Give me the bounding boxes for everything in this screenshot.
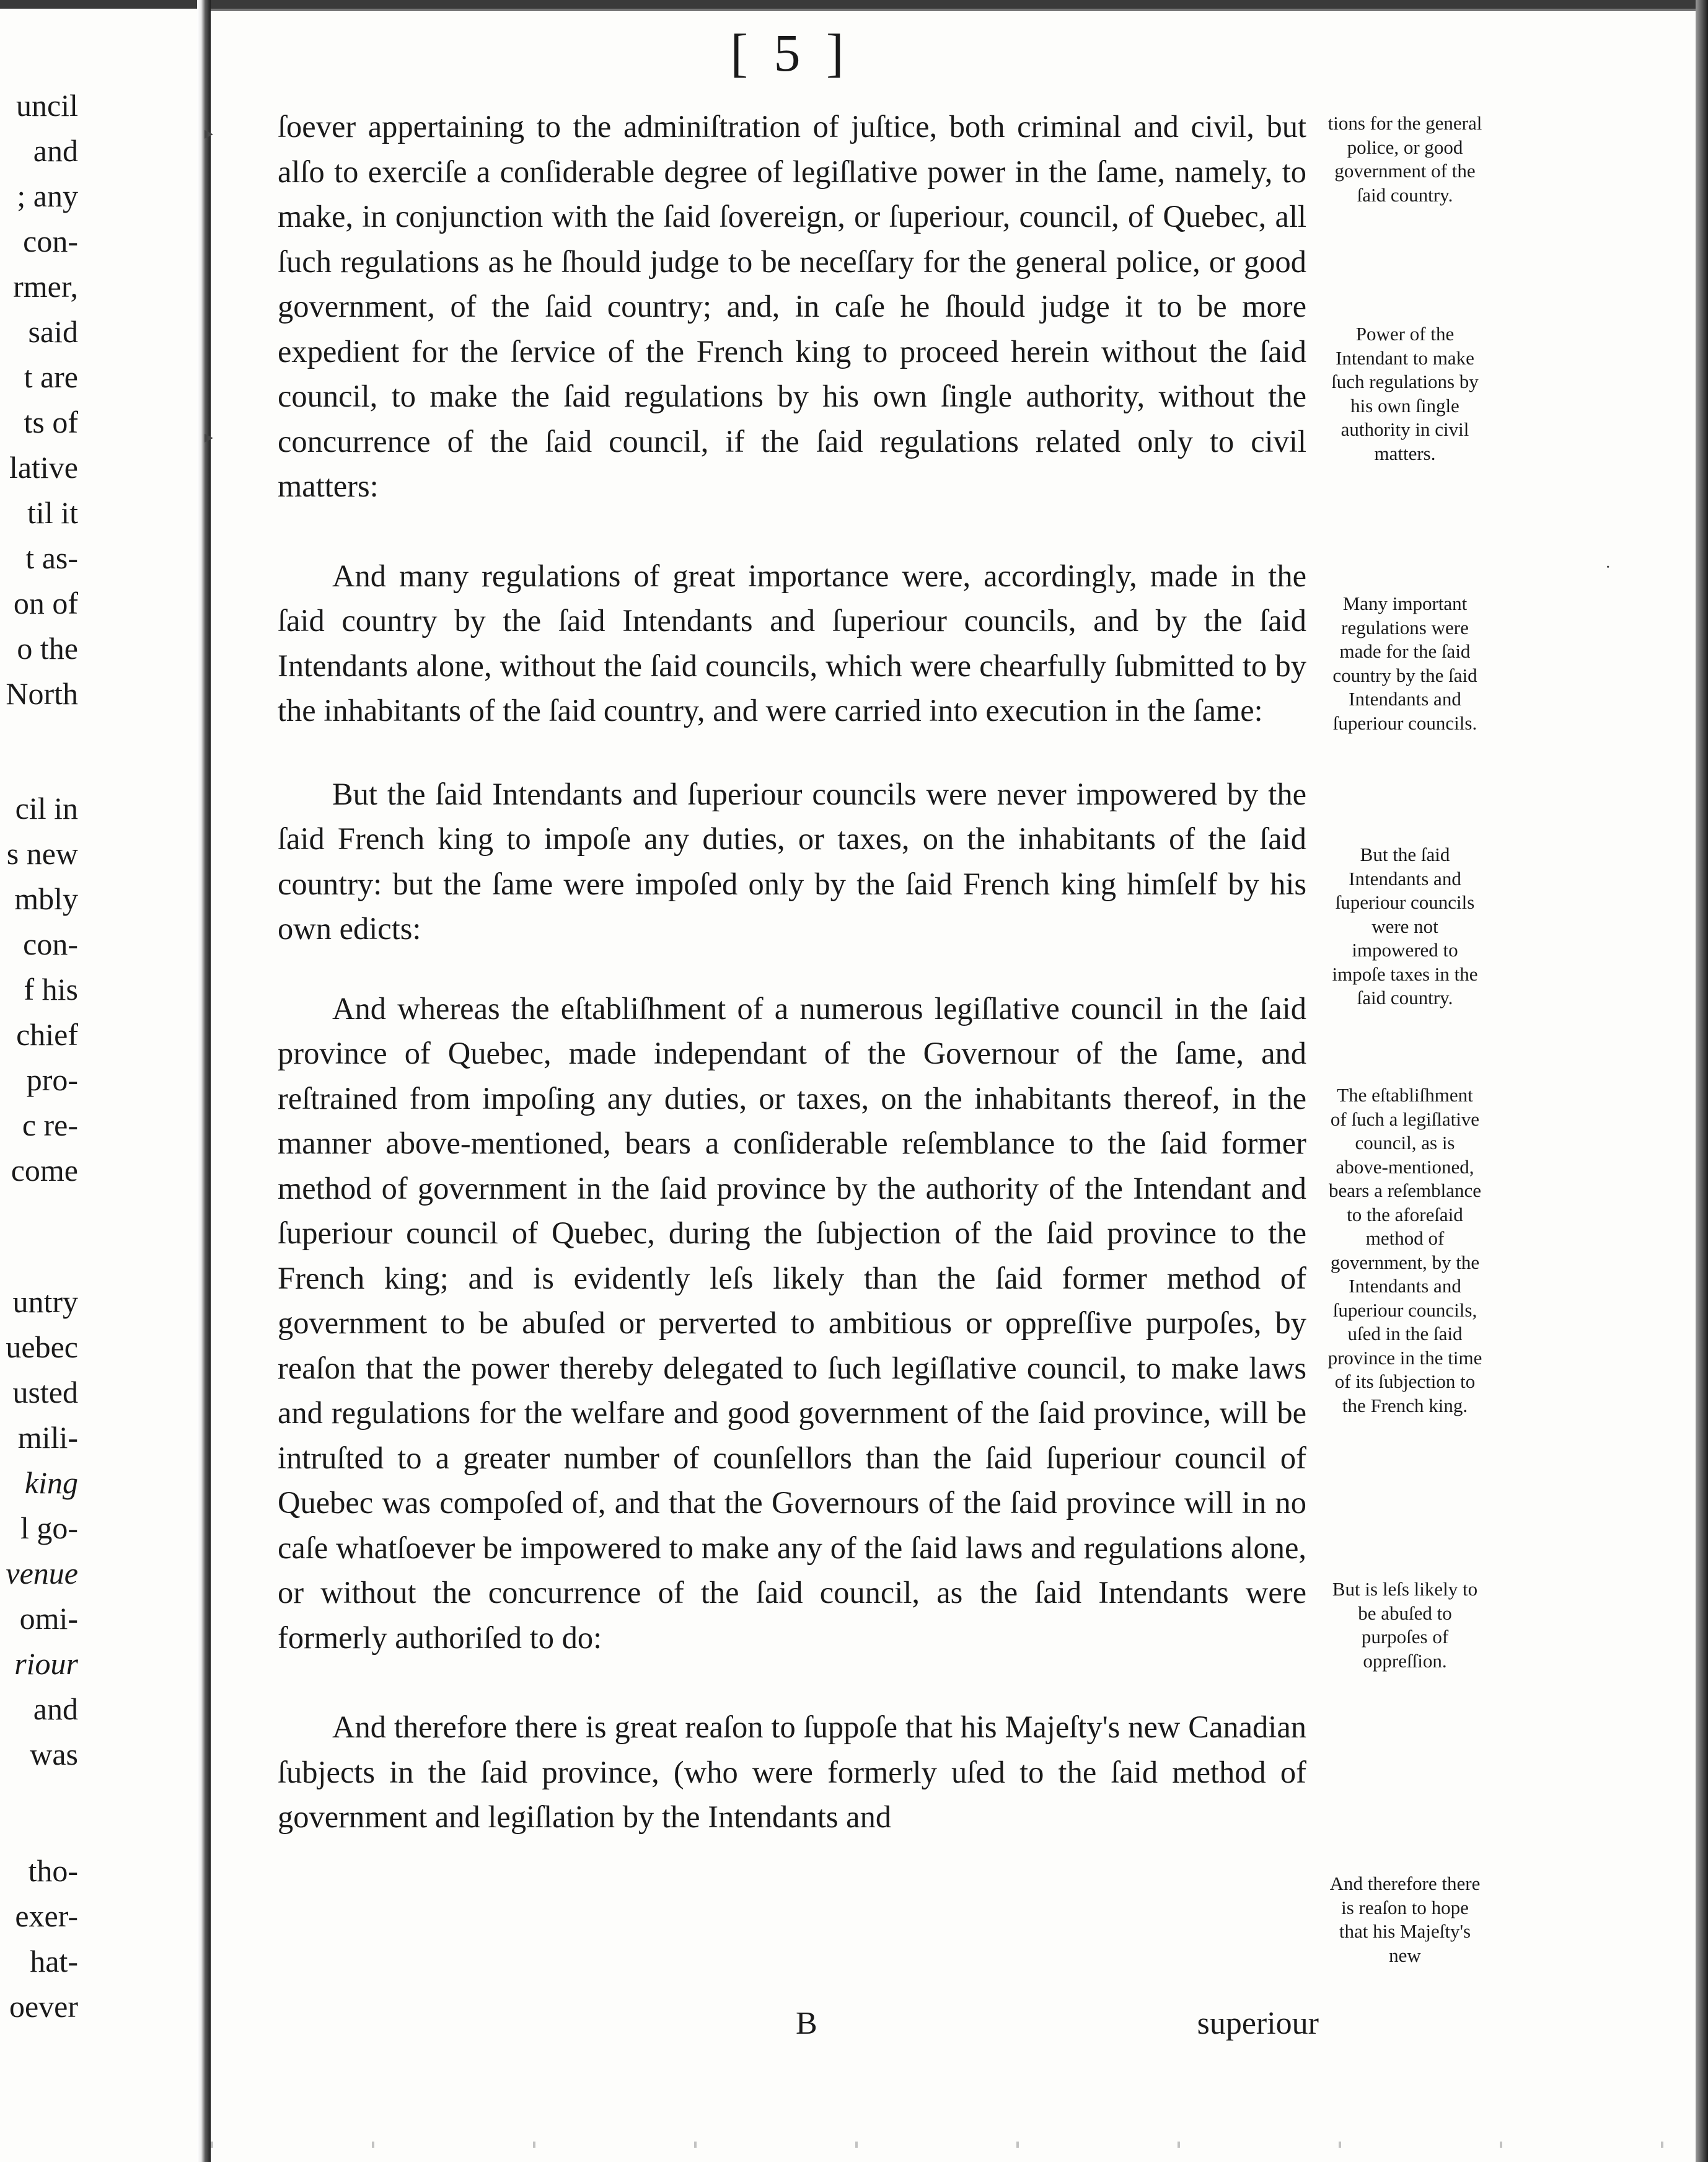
facing-line: omi-	[19, 1601, 78, 1636]
facing-line: f his	[24, 972, 78, 1007]
facing-line: ts of	[24, 405, 78, 439]
facing-line: come	[11, 1153, 78, 1188]
facing-line: uncil	[16, 88, 78, 123]
margin-note: But the ſaid Intendants and ſuperiour councils were not impowered to impoſe taxes in the ſaid country.	[1332, 844, 1478, 1008]
margin-note: tions for the general police, or good government of the ſaid country.	[1327, 112, 1482, 206]
paragraph: And many regulations of great importance were, accordingly, made in the ſaid country by the ſaid Intendants and ſuperiour councils, and by the ſaid Intendants alone, without the ſaid councils, which were chearfully ſubmitted to by the inhabitants of the ſaid country, and were carried into execution in the ſame:	[278, 558, 1306, 728]
facing-line: and	[33, 1692, 78, 1726]
press-mark: ▸	[205, 124, 214, 143]
facing-line: usted	[12, 1375, 78, 1410]
facing-line: riour	[14, 1646, 78, 1681]
facing-line: venue	[6, 1556, 78, 1591]
main-text-column	[278, 104, 1306, 1840]
facing-line: o the	[17, 631, 78, 666]
catchword: superiour	[1197, 2006, 1319, 2041]
facing-line: mbly	[14, 881, 78, 916]
facing-line: chief	[16, 1017, 78, 1052]
facing-line: lative	[9, 450, 78, 485]
scan-top-edge-shadow	[205, 9, 1708, 11]
facing-line: rmer,	[13, 269, 78, 304]
facing-line: til it	[27, 495, 78, 530]
facing-line: oever	[9, 1989, 78, 2024]
paragraph: But the ſaid Intendants and ſuperiour councils were never impowered by the ſaid French king to impoſe any duties, or taxes, on the inhabitants of the ſaid country: but the ſame were impoſed only by the ſaid French king himſelf by his own edicts:	[278, 776, 1306, 946]
facing-line: exer-	[15, 1899, 78, 1933]
facing-line: hat-	[30, 1944, 78, 1979]
margin-note: And therefore there is reaſon to hope that his Majeſty's new	[1329, 1873, 1481, 1966]
facing-line: t are	[24, 360, 78, 394]
paragraph: And therefore there is great reaſon to ſuppoſe that his Majeſty's new Canadian ſubjects in the ſaid province, (who were formerly uſed to the ſaid method of government and legiſlation by the Intendants and	[278, 1710, 1306, 1834]
facing-line: c re-	[22, 1108, 78, 1142]
facing-line: and	[33, 133, 78, 168]
book-gutter	[197, 0, 214, 2162]
paragraph: ſoever appertaining to the adminiſtration of juſtice, both criminal and civil, but alſo to exerciſe a conſiderable degree of legiſlative power in the ſame, namely, to make, in conjunction with the ſaid ſovereign, or ſuperiour, council, of Quebec, all ſuch regulations as he ſhould judge to be neceſſary for the general police, or good government, of the ſaid country; and, in caſe he ſhould judge it to be more expedient for the ſervice of the French king to proceed herein without the ſaid council, to make the ſaid regulations by his own ſingle authority, without the concurrence of the ſaid council, if the ſaid regulations related only to civil matters:	[278, 109, 1306, 503]
facing-line: cil in	[15, 791, 78, 826]
facing-line: l go-	[20, 1511, 78, 1545]
facing-line: t as-	[25, 540, 78, 575]
press-mark: ▸	[205, 428, 214, 447]
scan-right-edge	[1696, 0, 1708, 2162]
margin-note: Power of the Intendant to make ſuch regulations by his own ſingle authority in civil matters.	[1331, 323, 1479, 464]
scan-bottom-noise	[211, 2142, 1692, 2148]
signature-mark: B	[796, 2006, 817, 2041]
facing-line: pro-	[26, 1062, 78, 1097]
facing-line: was	[30, 1737, 78, 1772]
facing-line: untry	[12, 1284, 78, 1319]
running-head-page-number: [ 5 ]	[730, 23, 850, 82]
margin-note: Many important regulations were made for the ſaid country by the ſaid Intendants and ſuperiour councils.	[1332, 593, 1477, 734]
facing-line: uebec	[6, 1330, 78, 1364]
paragraph: And whereas the eſtabliſhment of a numerous legiſlative council in the ſaid province of Quebec, made independant of the Governour of the ſame, and reſtrained from impoſing any duties, or taxes, on the inhabitants thereof, in the manner above-mentioned, bears a conſiderable reſemblance to the ſaid former method of government in the ſaid province by the authority of the Intendant and ſuperiour council of Quebec, during the ſubjection of the ſaid province to the French king; and is evidently leſs likely than the ſaid former method of government to be abuſed or perverted to ambitious or oppreſſive purpoſes, by reaſon that the power thereby delegated to ſuch legiſlative council, to make laws and regulations for the welfare and good government of the ſaid province, will be intruſted to a greater number of counſellors than the ſaid ſuperiour council of Quebec was compoſed of, and that the Governours of the ſaid province will in no caſe whatſoever be impowered to make any of the ſaid laws and regulations alone, or without the concurrence of the ſaid council, as the ſaid Intendants were formerly authoriſed to do:	[278, 991, 1306, 1655]
facing-line: ; any	[17, 179, 78, 213]
margin-note: But is leſs likely to be abuſed to purpoſes of oppreſſion.	[1332, 1578, 1478, 1672]
facing-line: con-	[23, 224, 78, 258]
facing-line: tho-	[28, 1853, 78, 1888]
margin-note: The eſtabliſhment of ſuch a legiſlative council, as is above-mentioned, bears a reſemblance to the aforeſaid method of government, by the Intendants and ſuperiour councils, uſed in the ſaid province in the time of its ſubjection to the French king.	[1327, 1084, 1482, 1416]
facing-line: on of	[13, 586, 78, 620]
facing-line: king	[24, 1465, 78, 1500]
page-footer	[278, 1999, 1319, 2049]
facing-line: s new	[6, 836, 78, 871]
scan-top-edge	[0, 0, 1708, 9]
facing-line: North	[6, 676, 78, 711]
facing-line: mili-	[17, 1420, 78, 1455]
press-mark: ·	[1605, 558, 1611, 577]
facing-line: said	[28, 314, 78, 349]
facing-line: con-	[23, 927, 78, 961]
